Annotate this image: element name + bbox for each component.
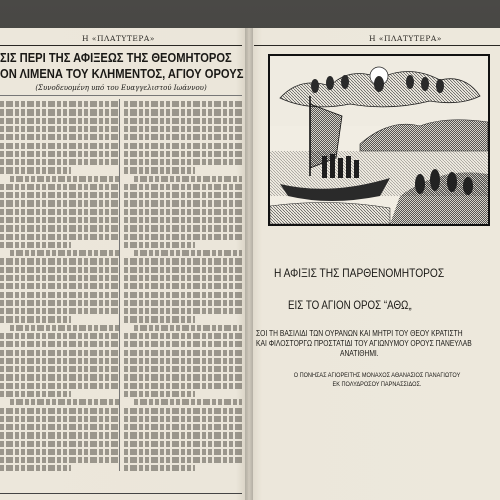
left-page xyxy=(0,28,248,500)
text-line xyxy=(0,300,119,306)
text-line xyxy=(0,267,119,273)
text-line xyxy=(124,234,243,240)
left-text-columns xyxy=(0,95,242,471)
left-running-head: Η «ΠΛΑΤΥΤΕΡΑ» xyxy=(0,34,242,46)
text-line xyxy=(134,176,243,182)
text-line xyxy=(124,358,243,364)
text-line xyxy=(0,366,119,372)
text-line xyxy=(0,217,119,223)
text-line xyxy=(10,399,119,405)
text-line xyxy=(0,118,119,124)
text-line xyxy=(124,267,243,273)
text-line xyxy=(0,391,71,397)
text-line xyxy=(124,209,243,215)
text-line xyxy=(0,242,71,248)
text-line xyxy=(0,449,119,455)
text-line xyxy=(124,275,243,281)
right-page xyxy=(248,28,500,500)
text-line xyxy=(0,341,119,347)
text-line xyxy=(0,159,119,165)
text-line xyxy=(0,200,119,206)
text-line xyxy=(0,126,119,132)
text-line xyxy=(10,325,119,331)
text-line xyxy=(124,374,243,380)
open-magazine-spread xyxy=(0,28,500,500)
text-line xyxy=(0,143,119,149)
dedication-line-3: ΑΝΑΤΙΘΗΜΙ. xyxy=(339,349,379,358)
text-line xyxy=(124,341,243,347)
author-credit xyxy=(266,371,487,389)
text-line xyxy=(134,250,243,256)
text-line xyxy=(124,424,243,430)
text-line xyxy=(0,109,119,115)
text-line xyxy=(124,109,243,115)
text-line xyxy=(0,424,119,430)
engraving-artwork xyxy=(270,56,488,224)
text-line xyxy=(124,101,243,107)
text-line xyxy=(124,225,243,231)
text-line xyxy=(124,184,243,190)
text-line xyxy=(0,308,119,314)
text-line xyxy=(134,325,243,331)
left-column-1 xyxy=(0,99,119,471)
text-line xyxy=(124,441,243,447)
text-line xyxy=(0,225,119,231)
text-line xyxy=(124,151,243,157)
text-line xyxy=(124,366,243,372)
engraving-illustration xyxy=(268,54,490,226)
text-line xyxy=(0,292,119,298)
text-line xyxy=(0,383,119,389)
text-line xyxy=(124,118,243,124)
text-line xyxy=(0,350,119,356)
text-line xyxy=(0,275,119,281)
text-line xyxy=(0,316,71,322)
text-line xyxy=(124,300,243,306)
dedication-line-1: ΣΟΙ ΤΗ ΒΑΣΙΛΙΔΙ ΤΩΝ ΟΥΡΑΝΩΝ ΚΑΙ ΜΗΤΡΙ ΤΟΥ ΘΕΟΥ ΚΡΑΤΙΣΤΗ xyxy=(256,329,463,338)
text-line xyxy=(0,358,119,364)
text-line xyxy=(124,391,195,397)
left-title-line-2: ΟΝ ΛΙΜΕΝΑ ΤΟΥ ΚΛΗΜΕΝΤΟΣ, ΑΓΙΟΥ ΟΡΟΥΣ xyxy=(0,66,244,81)
text-line xyxy=(124,143,243,149)
right-running-head: Η «ΠΛΑΤΥΤΕΡΑ» xyxy=(254,34,500,46)
text-line xyxy=(0,258,119,264)
text-line xyxy=(124,333,243,339)
text-line xyxy=(124,258,243,264)
text-line xyxy=(124,350,243,356)
left-article-title xyxy=(0,50,244,82)
text-line xyxy=(0,134,119,140)
text-line xyxy=(10,176,119,182)
text-line xyxy=(124,192,243,198)
text-line xyxy=(0,457,119,463)
text-line xyxy=(124,449,243,455)
text-line xyxy=(124,217,243,223)
text-line xyxy=(124,416,243,422)
text-line xyxy=(10,250,119,256)
text-line xyxy=(124,308,243,314)
text-line xyxy=(0,432,119,438)
text-line xyxy=(0,151,119,157)
text-line xyxy=(124,432,243,438)
text-line xyxy=(0,333,119,339)
text-line xyxy=(0,374,119,380)
text-line xyxy=(124,159,243,165)
left-bottom-rule xyxy=(0,493,242,494)
text-line xyxy=(0,465,71,471)
text-line xyxy=(0,408,119,414)
text-line xyxy=(134,399,243,405)
text-line xyxy=(0,101,119,107)
right-heading: Η ΑΦΙΞΙΣ ΤΗΣ ΠΑΡΘΕΝΟΜΗΤΟΡΟΣ xyxy=(274,266,445,280)
text-line xyxy=(124,200,243,206)
credit-line-2: ΕΚ ΠΟΛΥΔΡΟΣΟΥ ΠΑΡΝΑΣΣΙΔΟΣ. xyxy=(332,381,422,388)
text-line xyxy=(0,167,71,173)
text-line xyxy=(0,192,119,198)
text-line xyxy=(0,441,119,447)
text-line xyxy=(0,416,119,422)
text-line xyxy=(124,134,243,140)
book-gutter xyxy=(245,28,253,500)
left-article-subtitle: (Συνοδευομένη υπό του Ευαγγελιστού Ιωάννου) xyxy=(35,84,207,92)
dedication-text xyxy=(256,329,472,359)
text-line xyxy=(124,408,243,414)
text-line xyxy=(0,283,119,289)
left-title-line-1: ΣΙΣ ΠΕΡΙ ΤΗΣ ΑΦΙΞΕΩΣ ΤΗΣ ΘΕΟΜΗΤΟΡΟΣ xyxy=(0,50,232,65)
text-line xyxy=(124,292,243,298)
text-line xyxy=(0,209,119,215)
text-line xyxy=(124,465,195,471)
text-line xyxy=(124,457,243,463)
dedication-line-2: ΚΑΙ ΦΙΛΟΣΤΟΡΓΩ ΠΡΟΣΤΑΤΙΔΙ ΤΟΥ ΑΓΙΩΝΥΜΟΥ ΟΡΟΥΣ ΠΑΝΕΥΛΑΒ xyxy=(256,339,472,348)
text-line xyxy=(124,316,195,322)
left-column-2 xyxy=(119,99,243,471)
text-line xyxy=(0,184,119,190)
text-line xyxy=(0,234,119,240)
text-line xyxy=(124,167,195,173)
text-line xyxy=(124,383,243,389)
credit-line-1: Ο ΠΟΝΗΣΑΣ ΑΓΙΟΡΕΙΤΗΣ ΜΟΝΑΧΟΣ ΑΘΑΝΑΣΙΟΣ ΠΑΝΑΓΙΩΤΟΥ xyxy=(293,372,461,379)
text-line xyxy=(124,283,243,289)
text-line xyxy=(124,242,195,248)
text-line xyxy=(124,126,243,132)
right-subheading: ΕΙΣ ΤΟ ΑΓΙΟΝ ΟΡΟΣ “ΑΘΩ„ xyxy=(288,300,412,312)
